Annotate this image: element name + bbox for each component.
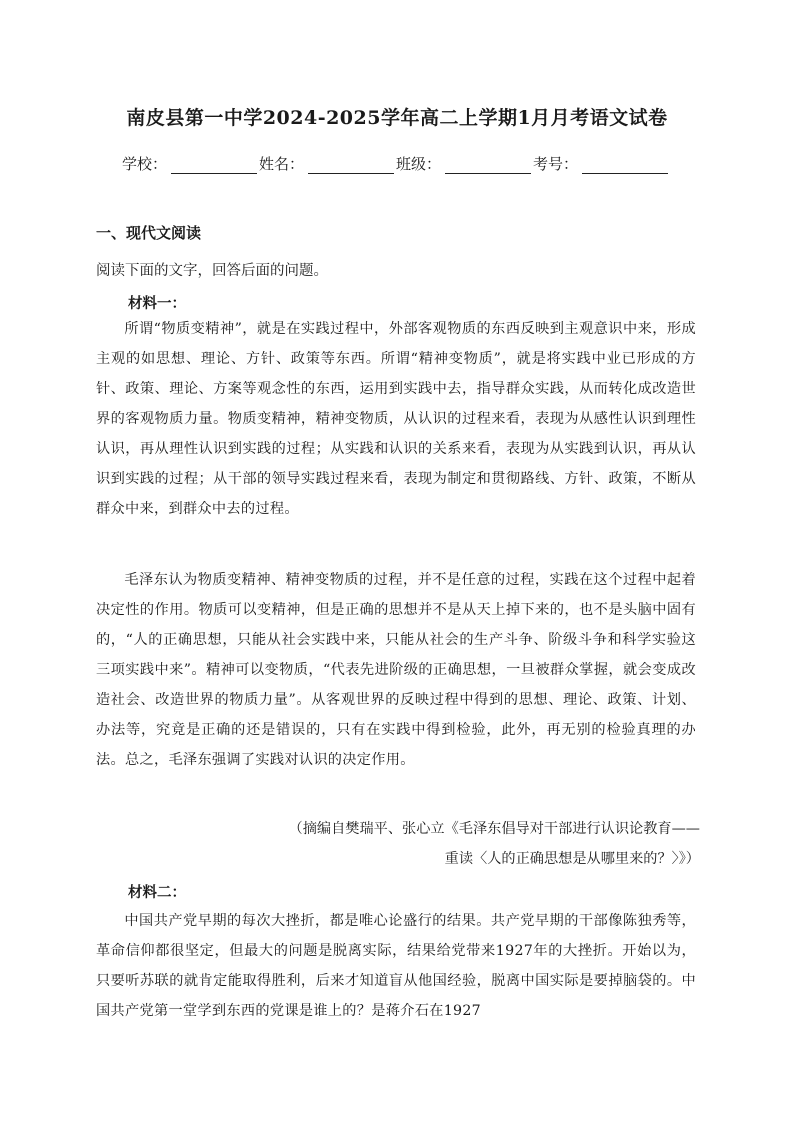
material-one-paragraph-1: 所谓“物质变精神”，就是在实践过程中，外部客观物质的东西反映到主观意识中来，形成主观的如思想、理论、方针、政策等东西。所谓“精神变物质”，就是将实践中业已形成的方针、政策、理论、方案等观念性的东西，运用到实践中去，指导群众实践，从而转化成改造世界的客观物质力量。物质变精神，精神变物质，从认识的过程来看，表现为从感性认识到理性认识，再从理性认识到实践的过程；从实践和认识的关系来看，表现为从实践到认识，再从认识到实践的过程；从干部的领导实践过程来看，表现为制定和贯彻路线、方针、政策，不断从群众中来，到群众中去的过程。 bbox=[96, 321, 696, 517]
student-info-row bbox=[122, 153, 682, 174]
material-two-label: 材料二： bbox=[128, 884, 186, 901]
material-one-source-line-1: （摘编自樊瑞平、张心立《毛泽东倡导对干部进行认识论教育—— bbox=[288, 821, 700, 837]
exam-number-label: 考号： bbox=[533, 155, 579, 173]
exam-title: 南皮县第一中学2024-2025学年高二上学期1月月考语文试卷 bbox=[126, 107, 668, 129]
class-blank[interactable] bbox=[445, 157, 531, 174]
name-label: 姓名： bbox=[259, 155, 305, 173]
material-two-paragraph-1: 中国共产党早期的每次大挫折，都是唯心论盛行的结果。共产党早期的干部像陈独秀等，革命信仰都很坚定，但最大的问题是脱离实际，结果给党带来1927年的大挫折。开始以为，只要听苏联的就肯定能取得胜利，后来才知道盲从他国经验，脱离中国实际是要掉脑袋的。中国共产党第一堂学到东西的党课是谁上的？是蒋介石在1927 bbox=[96, 913, 696, 1019]
reading-instruction: 阅读下面的文字，回答后面的问题。 bbox=[96, 263, 328, 279]
class-label: 班级： bbox=[396, 155, 442, 173]
exam-number-field bbox=[533, 153, 670, 174]
school-blank[interactable] bbox=[171, 157, 257, 174]
name-field bbox=[259, 153, 396, 174]
material-one-source-line-2: 重读〈人的正确思想是从哪里来的？〉》） bbox=[444, 851, 700, 867]
material-one-label: 材料一： bbox=[128, 295, 186, 312]
name-blank[interactable] bbox=[308, 157, 394, 174]
section-heading: 一、现代文阅读 bbox=[96, 224, 202, 242]
school-field bbox=[122, 153, 259, 174]
material-one-paragraph-2: 毛泽东认为物质变精神、精神变物质的过程，并不是任意的过程，实践在这个过程中起着决定性的作用。物质可以变精神，但是正确的思想并不是从天上掉下来的，也不是头脑中固有的，“人的正确思想，只能从社会实践中来，只能从社会的生产斗争、阶级斗争和科学实验这三项实践中来”。精神可以变物质，“代表先进阶级的正确思想，一旦被群众掌握，就会变成改造社会、改造世界的物质力量”。从客观世界的反映过程中得到的思想、理论、政策、计划、办法等，究竟是正确的还是错误的，只有在实践中得到检验，此外，再无别的检验真理的办法。总之，毛泽东强调了实践对认识的决定作用。 bbox=[96, 572, 696, 768]
exam-number-blank[interactable] bbox=[582, 157, 668, 174]
class-field bbox=[396, 153, 533, 174]
school-label: 学校： bbox=[122, 155, 168, 173]
